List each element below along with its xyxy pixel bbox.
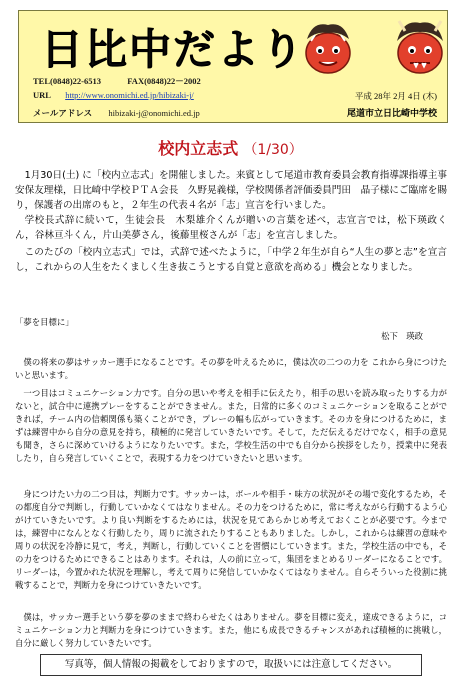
speech-author: 松下 瑛政 [381,331,423,341]
contact-url-row [33,90,194,100]
phone-number: TEL(0848)22-6513 [33,76,101,86]
contact-mail-row [33,107,200,119]
mail-label: メールアドレス [33,108,93,118]
article-paragraph: 学校長式辞に続いて，生徒会長 木梨雄介くんが贈いの言葉を述べ，志宣言では，松下瑛政くん，谷林亘斗くん，片山美夢さん，後藤里桜さんが「志」を宣言しました。 [15,215,447,241]
article-title: 校内立志式 [158,139,239,158]
mail-address[interactable]: hibizaki-j@onomichi.ed.jp [108,108,200,118]
mascot-right-icon [385,17,455,81]
speech-paragraph: 身につけたい力の二つ目は，判断力です。サッカーは，ボールや相手・味方の状況がその場で変化するため，その都度自分で判断し，行動していかなくてはなりません。その力をつけるために，常に考えながら行動するよう心がけていきたいです。より良い判断をするためには，状況を見てあらかじめ考えておくことが必要です。今までは，練習中になんとなく行動したり，周りに流されたりすることもありました。しかし，これからは練習の意味や周りの状況を冷静に見て，考え，判断し，行動していくことを習慣にしていきます。また，学校生活の中でも，その力をつけるためにできることはあります。それは，人の前に立って，集団をまとめるリーダーになることです。リーダーは，今置かれた状況を理解し，考えて周りに発信していかなくてはなりません。自らそういった役割に挑戦することで，判断力を身につけていきたいです。 [15,489,447,590]
speech-title: 「夢を目標に」 [15,317,74,327]
newsletter-header [18,10,448,123]
url-label: URL [33,90,51,100]
fax-number: FAX(0848)22－2002 [127,76,201,86]
article-paragraph: 1月30日(土) に「校内立志式」を開催しました。来賓として尾道市教育委員会教育指導課指導主事 安保友理様，日比崎中学校ＰＴＡ会長 久野晃義様，学校関係者評価委員門田 晶子様にご臨席を賜り，保護者の出席のもと，２年生の代表４名が「志」宣言を行いました。 [15,170,457,211]
issue-date: 平成 28年 2月 4日 (木) [354,91,437,101]
article-date: （1/30） [243,142,303,158]
newsletter-title: 日比中だより [41,25,306,74]
privacy-notice: 写真等，個人情報の掲載をしておりますので，取扱いには注意してください。 [40,654,422,676]
article-heading [0,136,461,159]
speech-paragraph: 一つ目はコミュニケーション力です。自分の思いや考えを相手に伝えたり，相手の思いを読み取ったりする力がないと，試合中に連携プレーをすることができません。また，日常的に多くのコミュニケーションを取ることができれば，チーム内の信頼関係も築くことができ，プレーの幅も広がっていきます。そのカを身につけるために，まずは練習中から自分の意見を持ち，積極的に発言していきたいです。そして，ただ伝えるだけでなく，相手の意見も聞き，さらに深めていけるようになりたいです。また，学校生活の中でも自分から挨拶をしたり，授業中に発表したり，自ら発言していくことで，表現する力をつけていきたいと思います。 [15,388,447,463]
speech-paragraph: 僕は，サッカー選手という夢を夢のままで終わらせたくはありません。夢を目標に変え，達成できるように，コミュニケーション力と判断力を身につけていきます。また，他にも成長できるチャンスがあれば積極的に挑戦し，自分に厳しく努力していきたいです。 [15,612,447,648]
school-name: 尾道市立日比崎中学校 [346,109,437,119]
school-website-link[interactable]: http://www.onomichi.ed.jp/hibizaki-j/ [65,90,194,100]
speech-paragraph: 僕の将来の夢はサッカー選手になることです。その夢を叶えるために，僕は次の二つの力を これから身につけたいと思います。 [15,357,447,380]
contact-phone-row [33,75,201,87]
article-paragraph: このたびの「校内立志式」では，式辞で述べたように，「中学２年生が自ら“人生の夢と志”を宣言し，これからの人生をたくましく生き抜こうとする自覚と意欲を高める」機会となりました。 [15,247,447,273]
mascot-left-icon [293,17,363,81]
